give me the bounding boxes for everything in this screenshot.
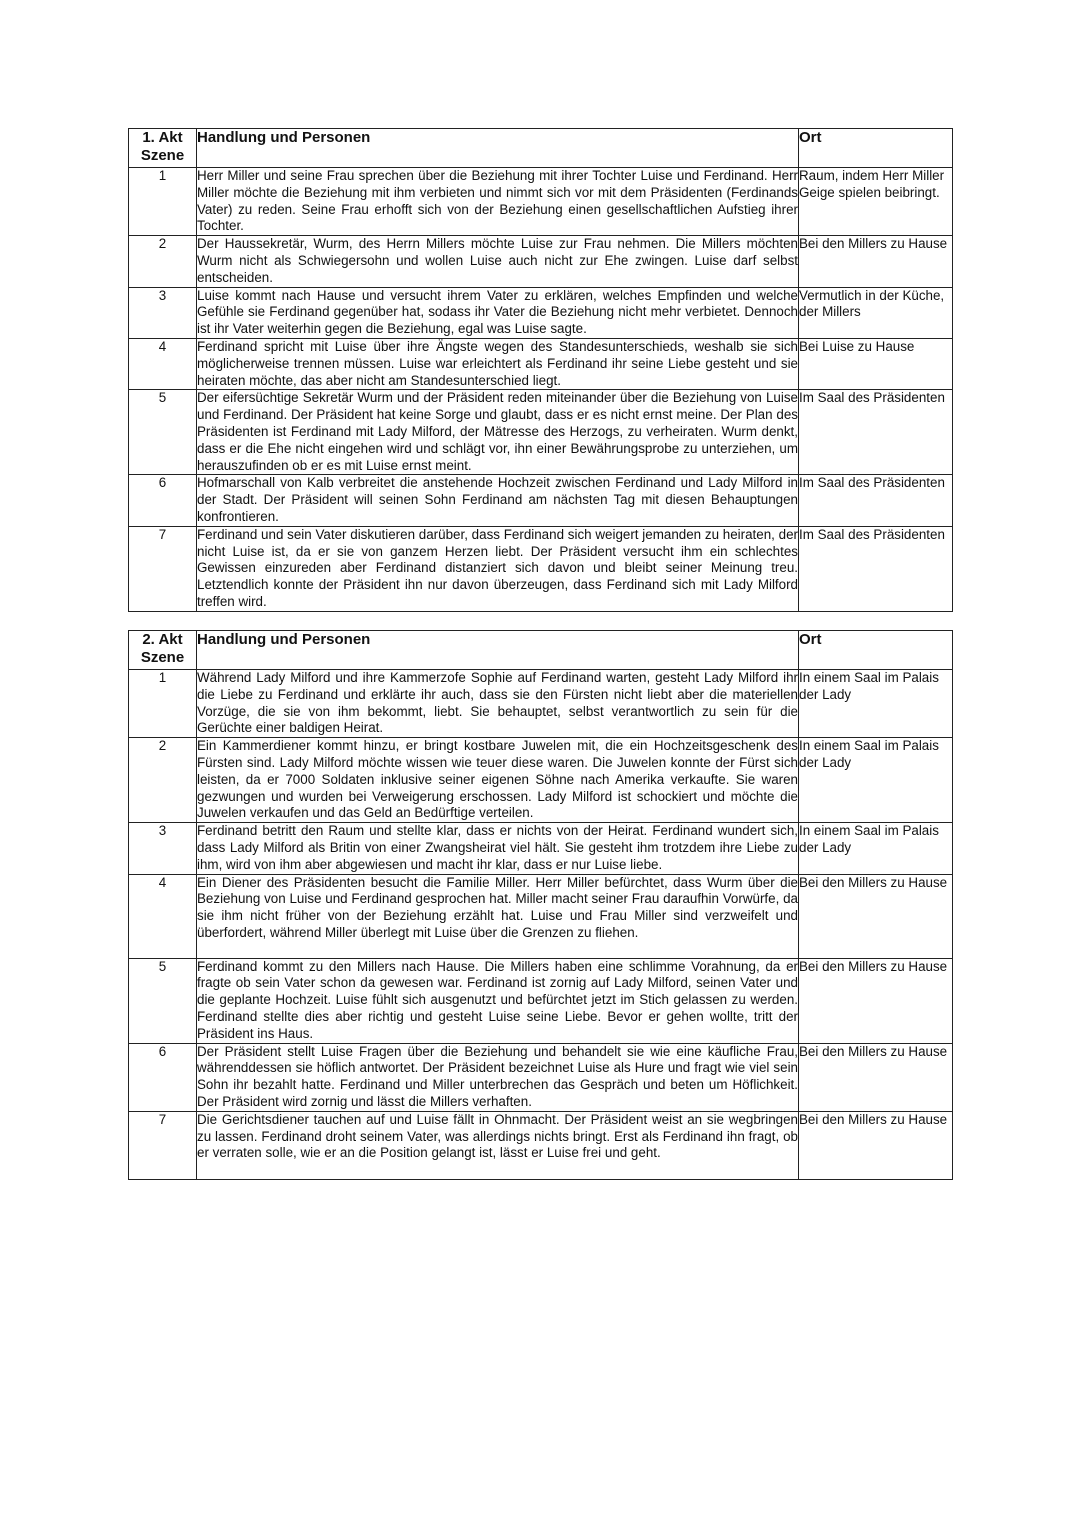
scene-location: In einem Saal im Palais der Lady: [799, 823, 953, 874]
scene-location: In einem Saal im Palais der Lady: [799, 738, 953, 823]
table-row: [129, 168, 953, 236]
table-row: [129, 526, 953, 611]
table-header-row: [129, 631, 953, 670]
scene-text: Ein Kammerdiener kommt hinzu, er bringt kostbare Juwelen mit, die ein Hochzeitsgeschenk des Fürsten sind. Lady Milford möchte wissen wie teuer diese waren. Die Juwelen konnte der Fürst sich leisten, da er 7000 Soldaten inklusive seiner eigenen Söhne nach Amerika verkaufte. Sie waren gezwungen und wurden bei Verweigerung erschossen. Lady Milford ist schockiert und möchte die Juwelen verkaufen und das Geld an Bedürftige verteilen.: [197, 738, 799, 823]
table-row: [129, 874, 953, 958]
table-header-row: [129, 129, 953, 168]
scene-text: Ferdinand und sein Vater diskutieren darüber, dass Ferdinand sich weigert jemanden zu heiraten, der nicht Luise ist, da er sie von ganzem Herzen liebt. Der Präsident versucht ihm ein schlechtes Gewissen einzureden aber Ferdinand distanziert sich davon und bleibt seiner Meinung treu. Letztendlich konnte der Präsident ihn nur davon überzeugen, dass Ferdinand sich mit Lady Milford treffen wird.: [197, 526, 799, 611]
scene-location: In einem Saal im Palais der Lady: [799, 670, 953, 738]
table-row: [129, 236, 953, 287]
scene-location: Bei den Millers zu Hause: [799, 1111, 953, 1179]
scene-number: 1: [129, 670, 197, 738]
scene-text: Herr Miller und seine Frau sprechen über die Beziehung mit ihrer Tochter Luise und Ferdinand. Herr Miller möchte die Beziehung mit ihm verbieten und nimmt sich vor mit dem Präsidenten (Ferdinands Vater) zu reden. Seine Frau erhofft sich von der Beziehung einen gesellschaftlichen Aufstieg ihrer Tochter.: [197, 168, 799, 236]
act-header: [129, 129, 197, 168]
table-row: [129, 958, 953, 1043]
scene-location: Bei Luise zu Hause: [799, 338, 953, 389]
scene-location: Bei den Millers zu Hause: [799, 874, 953, 958]
scene-number: 5: [129, 958, 197, 1043]
scene-location: Bei den Millers zu Hause: [799, 236, 953, 287]
act-1-table: [128, 128, 953, 612]
scene-location: Im Saal des Präsidenten: [799, 526, 953, 611]
scene-number: 5: [129, 390, 197, 475]
scene-label: Szene: [140, 147, 185, 164]
scene-location: Vermutlich in der Küche, der Millers: [799, 287, 953, 338]
scene-number: 2: [129, 738, 197, 823]
scene-text: Ferdinand kommt zu den Millers nach Hause. Die Millers haben eine schlimme Vorahnung, da er fragte ob sein Vater schon da gewesen war. Ferdinand ist zornig auf Lady Milford, seinen Vater und die geplante Hochzeit. Luise fühlt sich ausgenutzt und befürchtet jetzt im Stich gelassen zu werden. Ferdinand stellte dies aber richtig und gesteht Luise seine Liebe. Bevor er gehen wollte, tritt der Präsident ins Haus.: [197, 958, 799, 1043]
act-title: 1. Akt: [142, 129, 183, 146]
scene-text: Ferdinand spricht mit Luise über ihre Ängste wegen des Standesunterschieds, weshalb sie sich möglicherweise trennen müssen. Luise war erleichtert als Ferdinand ihr seine Liebe gesteht und sie heiraten möchte, das aber nicht am Standesunterschied liegt.: [197, 338, 799, 389]
scene-text: Luise kommt nach Hause und versucht ihrem Vater zu erklären, welches Empfinden und welche Gefühle sie Ferdinand gegenüber hat, sodass ihr Vater die Beziehung nicht mehr verbietet. Dennoch ist ihr Vater weiterhin gegen die Beziehung, egal was Luise sagte.: [197, 287, 799, 338]
scene-text: Hofmarschall von Kalb verbreitet die anstehende Hochzeit zwischen Ferdinand und Lady Milford in der Stadt. Der Präsident will seinen Sohn Ferdinand am nächsten Tag mit diesen Behauptungen konfrontieren.: [197, 475, 799, 526]
table-row: [129, 738, 953, 823]
scene-text: Während Lady Milford und ihre Kammerzofe Sophie auf Ferdinand warten, gesteht Lady Milford ihr die Liebe zu Ferdinand und erklärte ihr auch, dass sie den Fürsten nicht liebt aber die materiellen Vorzüge, die sie von ihm bekommt, liebt. Sie behauptet, selbst verantwortlich zu sein für die Gerüchte einer baldigen Heirat.: [197, 670, 799, 738]
table-row: [129, 390, 953, 475]
column-header-ort: Ort: [799, 129, 953, 168]
table-row: [129, 1043, 953, 1111]
column-header-ort: Ort: [799, 631, 953, 670]
table-row: [129, 1111, 953, 1179]
scene-number: 4: [129, 874, 197, 958]
scene-number: 7: [129, 526, 197, 611]
scene-number: 7: [129, 1111, 197, 1179]
scene-number: 6: [129, 1043, 197, 1111]
table-row: [129, 670, 953, 738]
scene-number: 3: [129, 287, 197, 338]
act-2-table: [128, 630, 953, 1180]
column-header-handlung: Handlung und Personen: [197, 129, 799, 168]
scene-number: 3: [129, 823, 197, 874]
table-row: [129, 475, 953, 526]
scene-text: Ferdinand betritt den Raum und stellte klar, dass er nichts von der Heirat. Ferdinand wundert sich, dass Lady Milford als Britin von einer Zwangsheirat viel hält. Sie gesteht ihm trotzdem ihre Liebe zu ihm, wird von ihm aber abgewiesen und macht ihr klar, dass er nur Luise liebe.: [197, 823, 799, 874]
act-title: 2. Akt: [142, 631, 183, 648]
scene-number: 1: [129, 168, 197, 236]
scene-text: Der Haussekretär, Wurm, des Herrn Millers möchte Luise zur Frau nehmen. Die Millers möchten Wurm nicht als Schwiegersohn und wollen Luise auch nicht zur Ehe zwingen. Luise darf selbst entscheiden.: [197, 236, 799, 287]
scene-text: Die Gerichtsdiener tauchen auf und Luise fällt in Ohnmacht. Der Präsident weist an sie wegbringen zu lassen. Ferdinand droht seinem Vater, was allerdings nichts bringt. Erst als Ferdinand ihn fragt, ob er verraten solle, wie er an die Position gelangt ist, lässt er Luise frei und geht.: [197, 1111, 799, 1179]
scene-number: 6: [129, 475, 197, 526]
scene-location: Im Saal des Präsidenten: [799, 390, 953, 475]
table-row: [129, 287, 953, 338]
act-header: [129, 631, 197, 670]
scene-text: Der Präsident stellt Luise Fragen über die Beziehung und behandelt sie wie eine käufliche Frau, währenddessen sie höflich antwortet. Der Präsident bezeichnet Luise als Hure und fragt wie viel sein Sohn ihr bezahlt hatte. Ferdinand und Miller unterbrechen das Gespräch und beten um Höflichkeit. Der Präsident wird zornig und lässt die Millers verhaften.: [197, 1043, 799, 1111]
scene-number: 4: [129, 338, 197, 389]
scene-location: Raum, indem Herr Miller Geige spielen beibringt.: [799, 168, 953, 236]
scene-location: Bei den Millers zu Hause: [799, 1043, 953, 1111]
scene-text: Der eifersüchtige Sekretär Wurm und der Präsident reden miteinander über die Beziehung von Luise und Ferdinand. Der Präsident hat keine Sorge und glaubt, dass er es nicht ernst meine. Der Plan des Präsidenten ist Ferdinand mit Lady Milford, der Mätresse des Herzogs, zu verheiraten. Wurm denkt, dass er die Ehe nicht eingehen wird und schlägt vor, ihn einer Bewährungsprobe zu unterziehen, um herauszufinden ob er es mit Luise ernst meint.: [197, 390, 799, 475]
table-row: [129, 823, 953, 874]
column-header-handlung: Handlung und Personen: [197, 631, 799, 670]
table-row: [129, 338, 953, 389]
scene-location: Im Saal des Präsidenten: [799, 475, 953, 526]
scene-text: Ein Diener des Präsidenten besucht die Familie Miller. Herr Miller befürchtet, dass Wurm über die Beziehung von Luise und Ferdinand gesprochen hat. Miller macht seiner Frau daraufhin Vorwürfe, da sie ihm nicht früher von der Beziehung erzählt hat. Luise und Frau Miller sind verzweifelt und überfordert, während Miller überlegt mit Luise über die Grenzen zu fliehen.: [197, 874, 799, 958]
scene-location: Bei den Millers zu Hause: [799, 958, 953, 1043]
scene-label: Szene: [140, 649, 185, 666]
scene-number: 2: [129, 236, 197, 287]
